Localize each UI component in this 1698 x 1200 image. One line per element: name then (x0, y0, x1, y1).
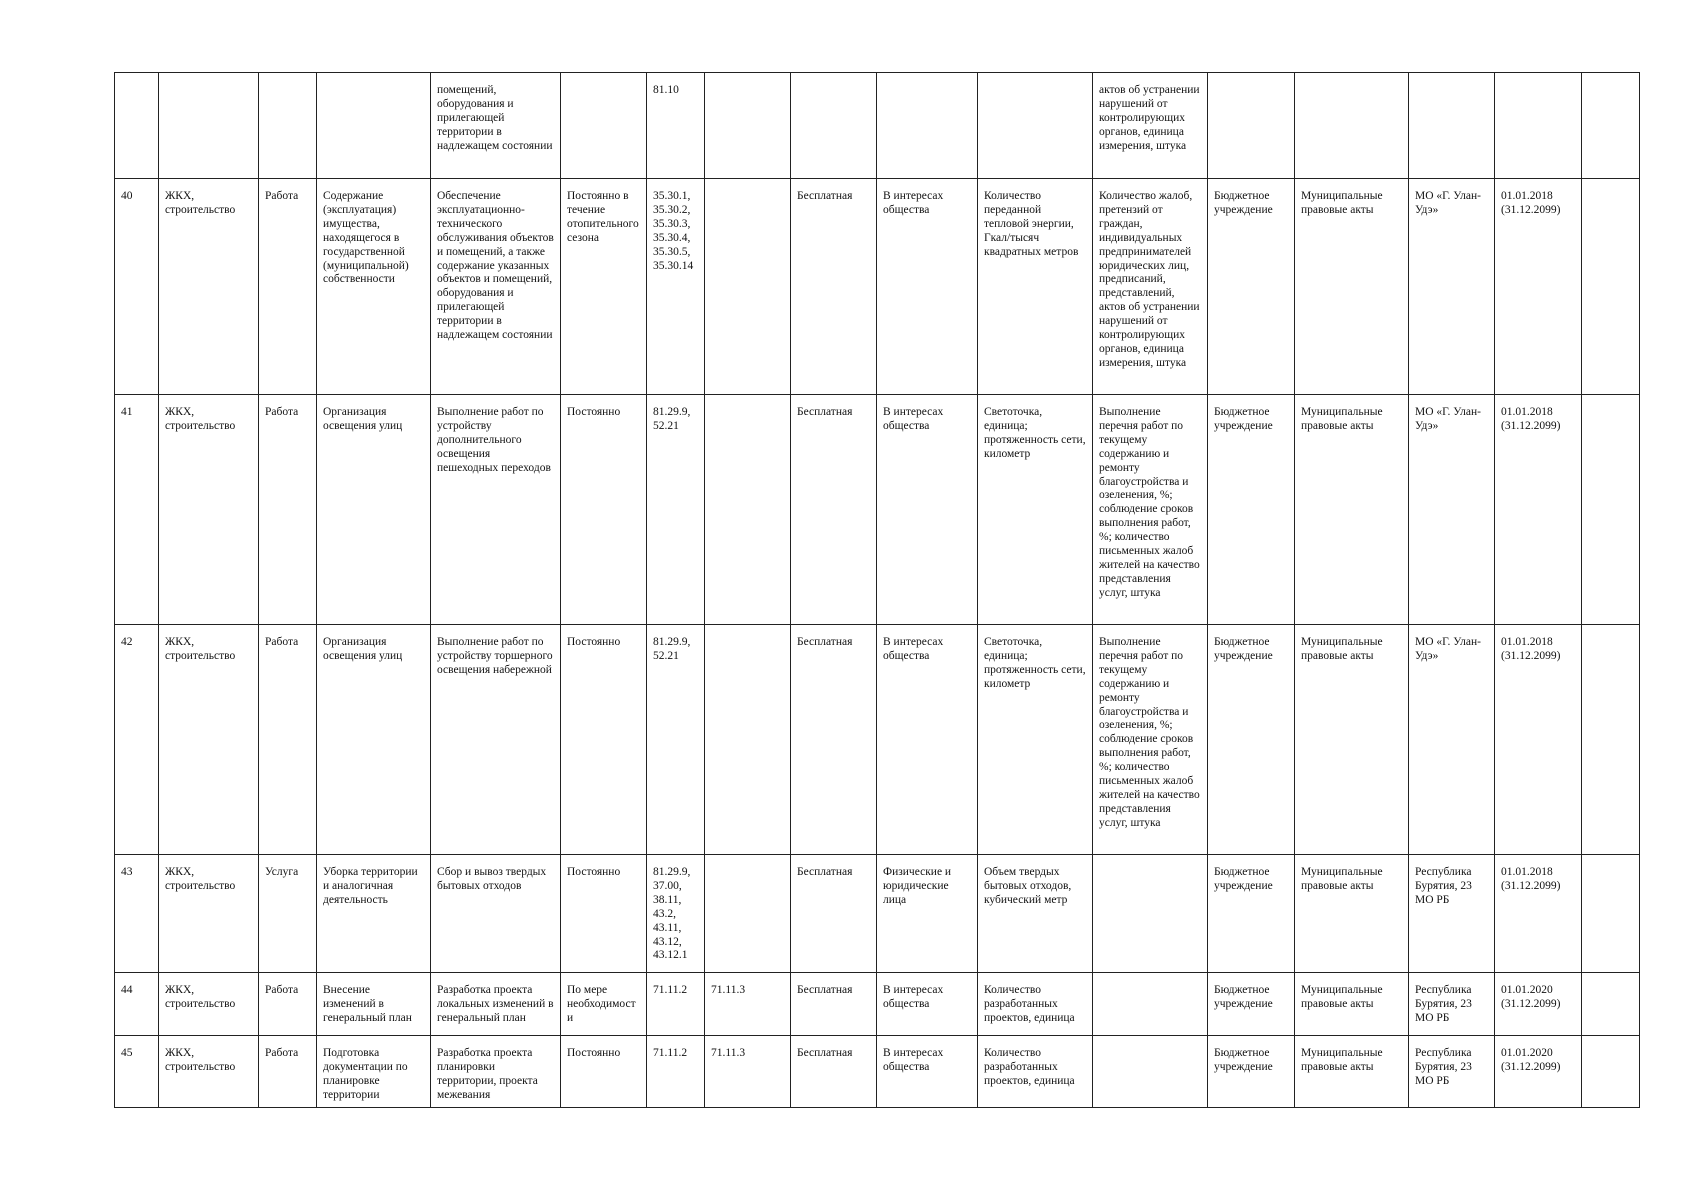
kind-cell: Работа (259, 395, 317, 625)
consumers-cell: В интересах общества (877, 1036, 978, 1108)
okpd-cell: 71.11.3 (705, 973, 791, 1036)
payment-cell: Бесплатная (791, 1036, 877, 1108)
extra-cell (1582, 855, 1640, 973)
payment-cell: Бесплатная (791, 625, 877, 855)
period-cell (561, 73, 647, 179)
service-name-cell: Содержание (эксплуатация) имущества, находящегося в государственной (муниципальной) собственности (317, 179, 431, 395)
dates-cell: 01.01.2018 (31.12.2099) (1495, 625, 1582, 855)
content-cell: Разработка проекта планировки территории, проекта межевания (431, 1036, 561, 1108)
content-cell: Обеспечение эксплуатационно-технического обслуживания объектов и помещений, а также содержание указанных объектов и помещений, оборудования и прилегающей территории в надлежащем состоянии (431, 179, 561, 395)
volume-indicator-cell: Количество разработанных проектов, единица (978, 973, 1093, 1036)
okpd-cell (705, 395, 791, 625)
institution-type-cell: Бюджетное учреждение (1208, 625, 1295, 855)
quality-indicator-cell (1093, 1036, 1208, 1108)
payment-cell: Бесплатная (791, 395, 877, 625)
owner-cell: МО «Г. Улан-Удэ» (1409, 179, 1495, 395)
dates-cell: 01.01.2018 (31.12.2099) (1495, 179, 1582, 395)
volume-indicator-cell: Светоточка, единица; протяженность сети, километр (978, 395, 1093, 625)
sphere-cell: ЖКХ, строительство (159, 1036, 259, 1108)
dates-cell: 01.01.2018 (31.12.2099) (1495, 855, 1582, 973)
dates-cell: 01.01.2018 (31.12.2099) (1495, 395, 1582, 625)
kind-cell: Работа (259, 1036, 317, 1108)
content-cell: помещений, оборудования и прилегающей территории в надлежащем состоянии (431, 73, 561, 179)
legal-acts-cell: Муниципальные правовые акты (1295, 395, 1409, 625)
volume-indicator-cell: Количество разработанных проектов, единица (978, 1036, 1093, 1108)
quality-indicator-cell (1093, 973, 1208, 1036)
content-cell: Выполнение работ по устройству торшерного освещения набережной (431, 625, 561, 855)
extra-cell (1582, 179, 1640, 395)
quality-indicator-cell (1093, 855, 1208, 973)
owner-cell: Республика Бурятия, 23 МО РБ (1409, 855, 1495, 973)
row-number: 41 (115, 395, 159, 625)
consumers-cell: В интересах общества (877, 625, 978, 855)
dates-cell: 01.01.2020 (31.12.2099) (1495, 1036, 1582, 1108)
kind-cell: Работа (259, 625, 317, 855)
owner-cell: МО «Г. Улан-Удэ» (1409, 395, 1495, 625)
period-cell: Постоянно (561, 1036, 647, 1108)
legal-acts-cell: Муниципальные правовые акты (1295, 855, 1409, 973)
consumers-cell: В интересах общества (877, 179, 978, 395)
table-row (115, 1036, 1640, 1108)
volume-indicator-cell: Количество переданной тепловой энергии, Гкал/тысяч квадратных метров (978, 179, 1093, 395)
payment-cell (791, 73, 877, 179)
owner-cell: Республика Бурятия, 23 МО РБ (1409, 973, 1495, 1036)
service-name-cell (317, 73, 431, 179)
sphere-cell: ЖКХ, строительство (159, 395, 259, 625)
kind-cell: Работа (259, 179, 317, 395)
table-row (115, 625, 1640, 855)
content-cell: Сбор и вывоз твердых бытовых отходов (431, 855, 561, 973)
quality-indicator-cell: Выполнение перечня работ по текущему содержанию и ремонту благоустройства и озеленения, %; соблюдение сроков выполнения работ, %; количество письменных жалоб жителей на качество представления услуг, штука (1093, 625, 1208, 855)
institution-type-cell: Бюджетное учреждение (1208, 855, 1295, 973)
table-row (115, 855, 1640, 973)
dates-cell (1495, 73, 1582, 179)
kind-cell: Работа (259, 973, 317, 1036)
row-number: 43 (115, 855, 159, 973)
legal-acts-cell: Муниципальные правовые акты (1295, 973, 1409, 1036)
sphere-cell: ЖКХ, строительство (159, 179, 259, 395)
owner-cell: Республика Бурятия, 23 МО РБ (1409, 1036, 1495, 1108)
okpd-cell (705, 179, 791, 395)
kind-cell: Услуга (259, 855, 317, 973)
okpd-cell: 71.11.3 (705, 1036, 791, 1108)
period-cell: По мере необходимости (561, 973, 647, 1036)
extra-cell (1582, 625, 1640, 855)
consumers-cell: В интересах общества (877, 973, 978, 1036)
institution-type-cell: Бюджетное учреждение (1208, 1036, 1295, 1108)
period-cell: Постоянно (561, 855, 647, 973)
row-number (115, 73, 159, 179)
sphere-cell: ЖКХ, строительство (159, 973, 259, 1036)
sphere-cell: ЖКХ, строительство (159, 855, 259, 973)
legal-acts-cell (1295, 73, 1409, 179)
okpd-cell (705, 855, 791, 973)
payment-cell: Бесплатная (791, 855, 877, 973)
extra-cell (1582, 395, 1640, 625)
content-cell: Разработка проекта локальных изменений в генеральный план (431, 973, 561, 1036)
quality-indicator-cell: Выполнение перечня работ по текущему содержанию и ремонту благоустройства и озеленения, %; соблюдение сроков выполнения работ, %; количество письменных жалоб жителей на качество представления услуг, штука (1093, 395, 1208, 625)
service-name-cell: Уборка территории и аналогичная деятельность (317, 855, 431, 973)
extra-cell (1582, 973, 1640, 1036)
institution-type-cell: Бюджетное учреждение (1208, 973, 1295, 1036)
okpd-cell (705, 73, 791, 179)
okved-cell: 81.29.9, 52.21 (647, 395, 705, 625)
service-name-cell: Подготовка документации по планировке территории (317, 1036, 431, 1108)
legal-acts-cell: Муниципальные правовые акты (1295, 179, 1409, 395)
consumers-cell: В интересах общества (877, 395, 978, 625)
sphere-cell: ЖКХ, строительство (159, 625, 259, 855)
sphere-cell (159, 73, 259, 179)
table-row (115, 973, 1640, 1036)
service-name-cell: Внесение изменений в генеральный план (317, 973, 431, 1036)
service-name-cell: Организация освещения улиц (317, 625, 431, 855)
okved-cell: 81.29.9, 37.00, 38.11, 43.2, 43.11, 43.12, 43.12.1 (647, 855, 705, 973)
okved-cell: 35.30.1, 35.30.2, 35.30.3, 35.30.4, 35.30.5, 35.30.14 (647, 179, 705, 395)
institution-type-cell (1208, 73, 1295, 179)
content-cell: Выполнение работ по устройству дополнительного освещения пешеходных переходов (431, 395, 561, 625)
table-row (115, 179, 1640, 395)
owner-cell (1409, 73, 1495, 179)
payment-cell: Бесплатная (791, 179, 877, 395)
service-name-cell: Организация освещения улиц (317, 395, 431, 625)
table-row (115, 395, 1640, 625)
volume-indicator-cell: Объем твердых бытовых отходов, кубический метр (978, 855, 1093, 973)
extra-cell (1582, 1036, 1640, 1108)
row-number: 42 (115, 625, 159, 855)
quality-indicator-cell: актов об устранении нарушений от контролирующих органов, единица измерения, штука (1093, 73, 1208, 179)
legal-acts-cell: Муниципальные правовые акты (1295, 1036, 1409, 1108)
row-number: 44 (115, 973, 159, 1036)
dates-cell: 01.01.2020 (31.12.2099) (1495, 973, 1582, 1036)
okved-cell: 81.29.9, 52.21 (647, 625, 705, 855)
okved-cell: 71.11.2 (647, 1036, 705, 1108)
volume-indicator-cell: Светоточка, единица; протяженность сети, километр (978, 625, 1093, 855)
row-number: 40 (115, 179, 159, 395)
institution-type-cell: Бюджетное учреждение (1208, 179, 1295, 395)
institution-type-cell: Бюджетное учреждение (1208, 395, 1295, 625)
table-row (115, 73, 1640, 179)
payment-cell: Бесплатная (791, 973, 877, 1036)
period-cell: Постоянно (561, 395, 647, 625)
services-table (114, 72, 1640, 1108)
legal-acts-cell: Муниципальные правовые акты (1295, 625, 1409, 855)
owner-cell: МО «Г. Улан-Удэ» (1409, 625, 1495, 855)
row-number: 45 (115, 1036, 159, 1108)
consumers-cell: Физические и юридические лица (877, 855, 978, 973)
kind-cell (259, 73, 317, 179)
period-cell: Постоянно в течение отопительного сезона (561, 179, 647, 395)
volume-indicator-cell (978, 73, 1093, 179)
extra-cell (1582, 73, 1640, 179)
quality-indicator-cell: Количество жалоб, претензий от граждан, индивидуальных предпринимателей юридических лиц, предписаний, представлений, актов об устранении нарушений от контролирующих органов, единица измерения, штука (1093, 179, 1208, 395)
period-cell: Постоянно (561, 625, 647, 855)
okpd-cell (705, 625, 791, 855)
consumers-cell (877, 73, 978, 179)
okved-cell: 71.11.2 (647, 973, 705, 1036)
okved-cell: 81.10 (647, 73, 705, 179)
